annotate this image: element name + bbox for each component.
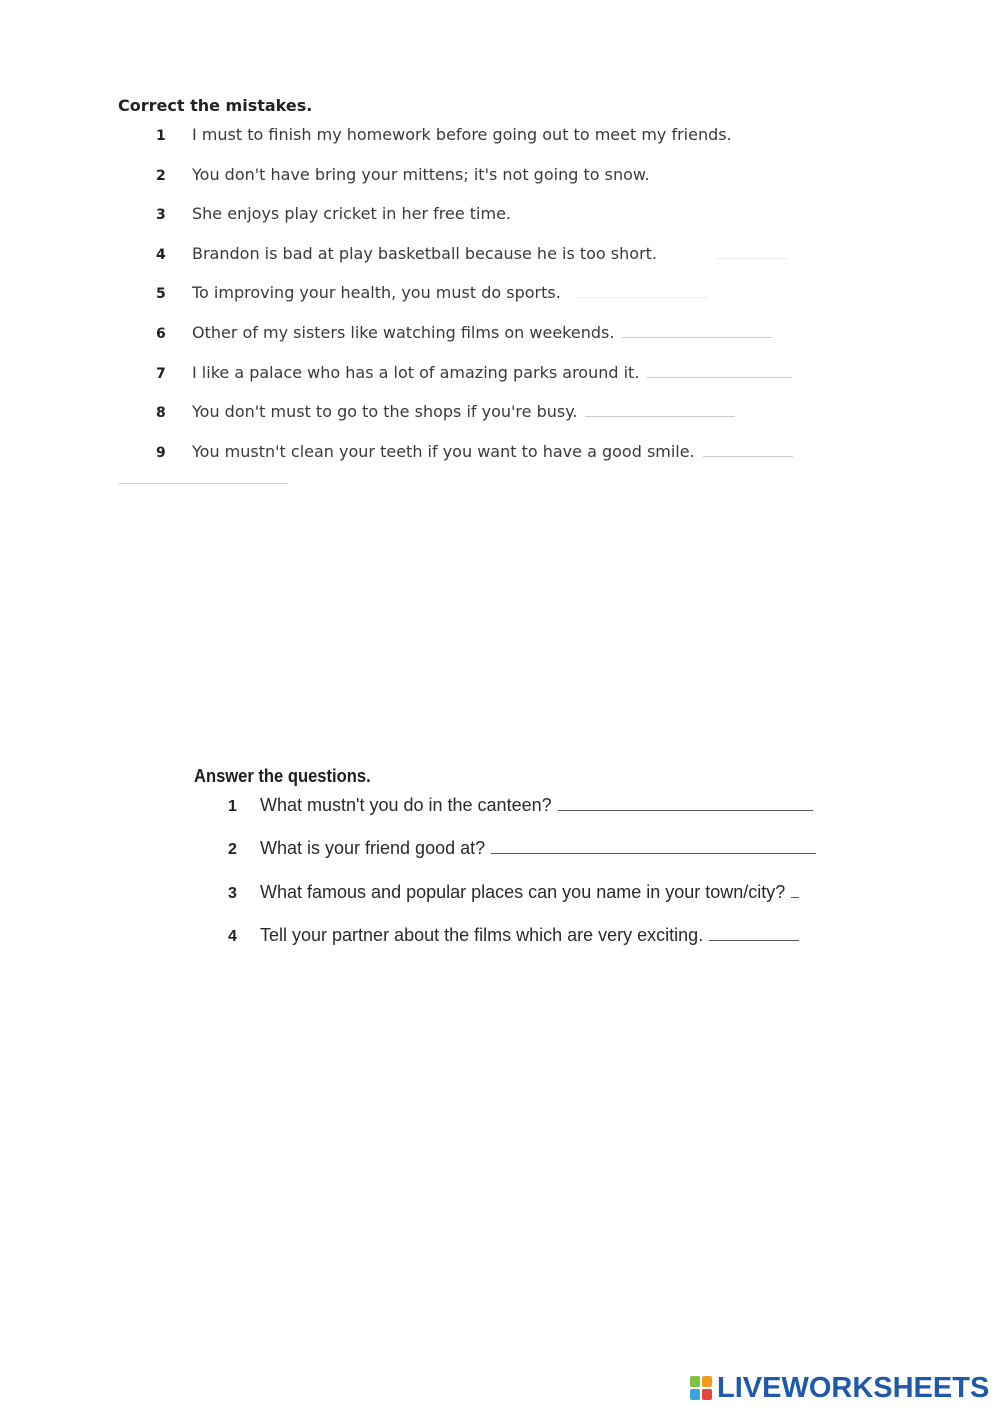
- logo-text: LIVEWORKSHEETS: [717, 1372, 990, 1404]
- item-text: Tell your partner about the films which are very exciting.: [260, 925, 704, 946]
- answer-blank[interactable]: [703, 456, 793, 457]
- item-text: You don't must to go to the shops if you're busy.: [192, 402, 578, 422]
- answer-blank[interactable]: [791, 897, 799, 898]
- list-item: [194, 795, 854, 838]
- liveworksheets-logo-icon: [690, 1376, 714, 1402]
- item-text: What famous and popular places can you name in your town/city?: [260, 881, 786, 902]
- liveworksheets-logo: [690, 1372, 989, 1405]
- item-text: To improving your health, you must do sports.: [192, 283, 561, 303]
- item-text: You mustn't clean your teeth if you want to have a good smile.: [192, 441, 695, 461]
- exercise-1-title: Correct the mistakes.: [118, 96, 313, 115]
- item-number: 4: [228, 928, 237, 946]
- item-number: 1: [156, 128, 166, 144]
- item-number: 1: [228, 798, 237, 815]
- list-item: [118, 363, 898, 403]
- item-number: 3: [228, 884, 237, 902]
- item-number: 3: [156, 207, 166, 224]
- list-item: [118, 204, 898, 244]
- answer-blank[interactable]: [622, 337, 772, 338]
- item-number: 9: [156, 444, 166, 461]
- list-item: [194, 925, 854, 968]
- answer-blank[interactable]: [558, 810, 813, 811]
- item-text: You don't have bring your mittens; it's not going to snow.: [192, 164, 650, 184]
- exercise-answer-questions: [194, 766, 854, 969]
- answer-blank[interactable]: [709, 940, 799, 941]
- item-text: I must to finish my homework before going out to meet my friends.: [192, 125, 732, 144]
- answer-blank[interactable]: [647, 377, 792, 378]
- answer-blank[interactable]: [491, 853, 816, 854]
- item-number: 8: [156, 405, 166, 422]
- list-item: [118, 402, 898, 442]
- list-item: [118, 125, 898, 165]
- answer-blank-continuation[interactable]: [118, 483, 288, 484]
- exercise-correct-mistakes: [118, 96, 898, 481]
- item-number: 2: [228, 841, 237, 859]
- list-item: [118, 244, 898, 284]
- list-item: [194, 838, 854, 881]
- list-item: [118, 283, 898, 323]
- list-item: [118, 165, 898, 205]
- list-item: [118, 323, 898, 363]
- item-text: I like a palace who has a lot of amazing parks around it.: [192, 362, 640, 382]
- item-number: 7: [156, 365, 166, 382]
- answer-blank[interactable]: [585, 416, 735, 417]
- item-text: What mustn't you do in the canteen?: [260, 795, 552, 815]
- item-text: Brandon is bad at play basketball because he is too short.: [192, 243, 657, 263]
- exercise-2-title: Answer the questions.: [194, 766, 371, 786]
- exercise-2-list: [194, 795, 854, 969]
- item-text: What is your friend good at?: [260, 838, 486, 859]
- item-text: She enjoys play cricket in her free time.: [192, 204, 511, 224]
- item-number: 4: [156, 246, 166, 263]
- answer-blank[interactable]: [577, 297, 707, 298]
- item-number: 5: [156, 286, 166, 303]
- item-text: Other of my sisters like watching films on weekends.: [192, 322, 615, 342]
- item-number: 2: [156, 167, 166, 184]
- exercise-1-list: [118, 125, 898, 481]
- item-number: 6: [156, 325, 166, 342]
- list-item: [118, 442, 898, 482]
- answer-blank[interactable]: [717, 258, 787, 259]
- list-item: [194, 882, 854, 925]
